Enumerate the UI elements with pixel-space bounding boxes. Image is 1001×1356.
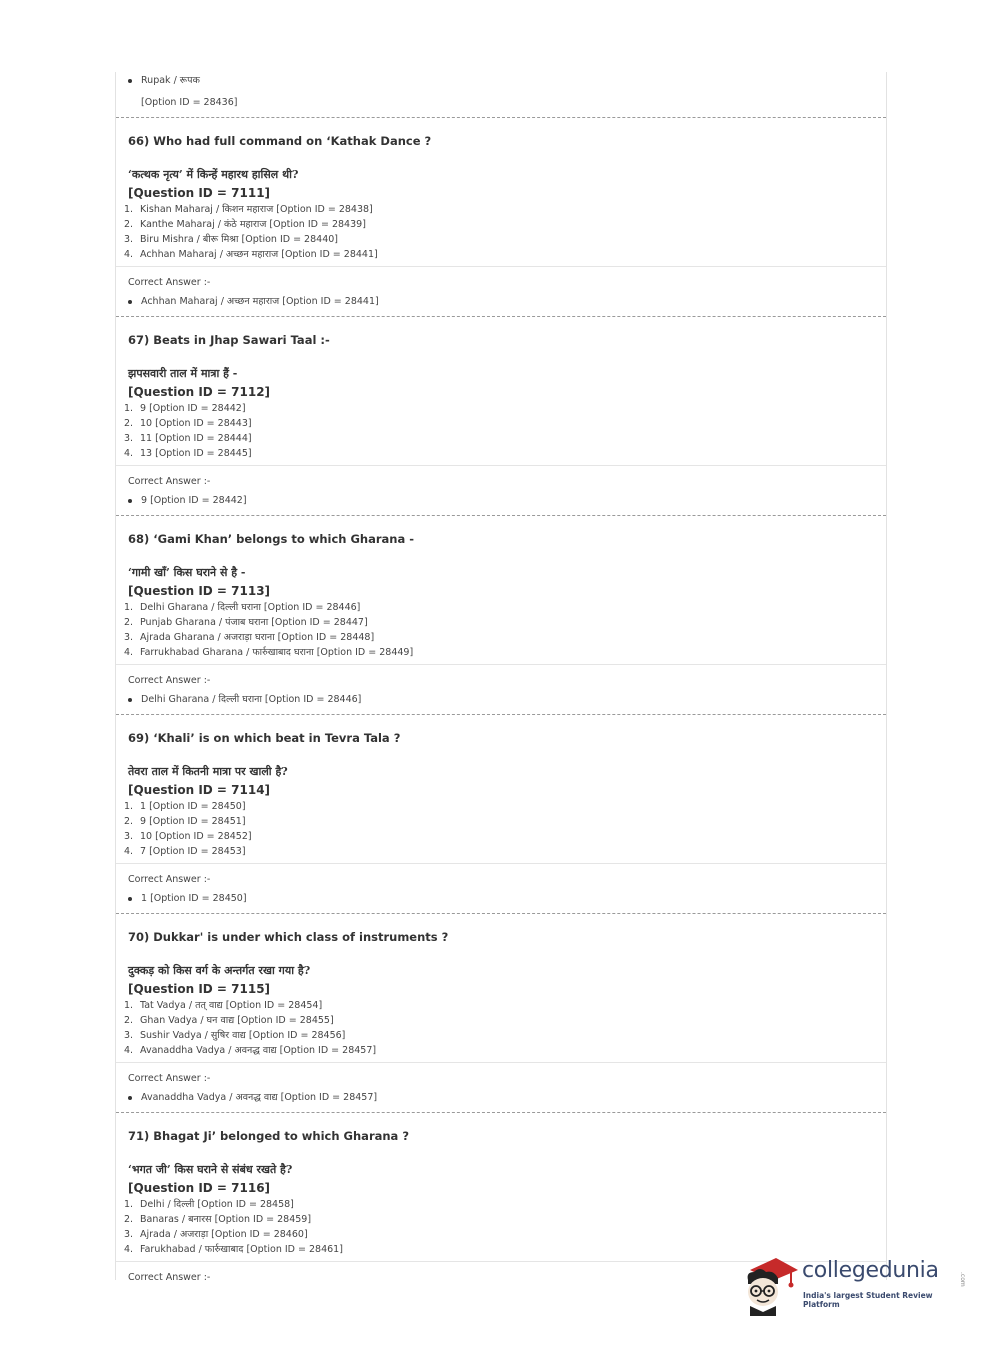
question-id: [Question ID = 7115] <box>128 982 271 996</box>
correct-answer-section <box>116 266 886 316</box>
option-number: 1. <box>124 801 134 812</box>
question-hindi: ‘कत्थक नृत्य’ में किन्हें महारथ हासिल थी? <box>128 168 299 181</box>
option-number: 3. <box>124 433 134 444</box>
option-text: Ghan Vadya / घन वाद्य [Option ID = 28455] <box>140 1015 334 1026</box>
option-text: Farrukhabad Gharana / फार्रुखाबाद घराना [Option ID = 28449] <box>140 647 414 658</box>
collegedunia-logo <box>740 1250 970 1320</box>
option-item <box>124 217 874 232</box>
correct-answer-text: Avanaddha Vadya / अवनद्ध वाद्य [Option ID = 28457] <box>141 1092 378 1103</box>
option-item <box>124 600 874 615</box>
correct-answer-section <box>116 465 886 515</box>
question-hindi: ‘भगत जी’ किस घराने से संबंध रखते है? <box>128 1163 293 1176</box>
option-text: Ajrada / अजराड़ा [Option ID = 28460] <box>140 1229 308 1240</box>
bullet-icon <box>128 499 132 503</box>
correct-answer-label: Correct Answer :- <box>128 1272 211 1283</box>
option-item <box>124 630 874 645</box>
option-text: Tat Vadya / तत् वाद्य [Option ID = 28454] <box>140 1000 323 1011</box>
correct-answer-section <box>116 664 886 714</box>
option-list <box>124 401 874 461</box>
option-number: 1. <box>124 1199 134 1210</box>
option-number: 3. <box>124 1030 134 1041</box>
option-text: 10 [Option ID = 28452] <box>140 831 252 842</box>
correct-answer-text: Delhi Gharana / दिल्ली घराना [Option ID = 28446] <box>141 694 362 705</box>
bullet-icon <box>128 1096 132 1100</box>
correct-answer-item <box>128 692 874 708</box>
logo-wordmark: collegedunia <box>802 1258 939 1283</box>
question-block <box>116 316 886 515</box>
option-number: 1. <box>124 602 134 613</box>
option-list <box>124 600 874 660</box>
option-item <box>124 844 874 859</box>
option-item <box>124 431 874 446</box>
option-text: Sushir Vadya / सुषिर वाद्य [Option ID = 28456] <box>140 1030 346 1041</box>
question-title: 68) ‘Gami Khan’ belongs to which Gharana - <box>128 532 415 546</box>
question-id: [Question ID = 7114] <box>128 783 271 797</box>
question-hindi: ‘गामी खाँ’ किस घराने से है - <box>128 566 246 579</box>
answer-text: Rupak / रूपक <box>141 75 200 86</box>
option-text: Delhi Gharana / दिल्ली घराना [Option ID = 28446] <box>140 602 361 613</box>
option-item <box>124 998 874 1013</box>
question-hindi: झपसवारी ताल में मात्रा हैं - <box>128 367 238 380</box>
correct-answer-text: 1 [Option ID = 28450] <box>141 893 247 904</box>
option-item <box>124 1013 874 1028</box>
option-list <box>124 998 874 1058</box>
correct-answer-label: Correct Answer :- <box>128 675 211 686</box>
option-text: 10 [Option ID = 28443] <box>140 418 252 429</box>
option-number: 1. <box>124 1000 134 1011</box>
bullet-icon <box>128 79 132 83</box>
option-item <box>124 829 874 844</box>
option-number: 3. <box>124 632 134 643</box>
option-text: Banaras / बनारस [Option ID = 28459] <box>140 1214 312 1225</box>
option-text: Delhi / दिल्ली [Option ID = 28458] <box>140 1199 294 1210</box>
option-text: Farukhabad / फार्रुखाबाद [Option ID = 28461] <box>140 1244 343 1255</box>
option-item <box>124 232 874 247</box>
correct-answer-text: 9 [Option ID = 28442] <box>141 495 247 506</box>
option-text: Kanthe Maharaj / कंठे महाराज [Option ID = 28439] <box>140 219 366 230</box>
option-list <box>124 799 874 859</box>
option-text: Achhan Maharaj / अच्छन महाराज [Option ID = 28441] <box>140 249 378 260</box>
option-number: 2. <box>124 418 134 429</box>
question-id: [Question ID = 7113] <box>128 584 271 598</box>
option-list <box>124 1197 874 1257</box>
previous-question-answer <box>116 73 886 111</box>
bullet-icon <box>128 300 132 304</box>
option-item <box>124 416 874 431</box>
option-text: 11 [Option ID = 28444] <box>140 433 252 444</box>
option-item <box>124 401 874 416</box>
question-title: 71) Bhagat Ji’ belonged to which Gharana ? <box>128 1129 409 1143</box>
option-item <box>124 1043 874 1058</box>
bullet-icon <box>128 897 132 901</box>
option-number: 2. <box>124 1015 134 1026</box>
option-text: Avanaddha Vadya / अवनद्ध वाद्य [Option ID = 28457] <box>140 1045 377 1056</box>
option-number: 4. <box>124 1244 134 1255</box>
option-item <box>124 202 874 217</box>
question-hindi: दुक्कड़ को किस वर्ग के अन्तर्गत रखा गया है? <box>128 964 311 977</box>
option-text: 9 [Option ID = 28442] <box>140 403 246 414</box>
question-hindi: तेवरा ताल में कितनी मात्रा पर खाली है? <box>128 765 288 778</box>
option-item <box>124 615 874 630</box>
option-number: 4. <box>124 647 134 658</box>
option-text: Punjab Gharana / पंजाब घराना [Option ID = 28447] <box>140 617 368 628</box>
option-item <box>124 1227 874 1242</box>
question-id: [Question ID = 7112] <box>128 385 271 399</box>
correct-answer-item <box>128 294 874 310</box>
correct-answer-item <box>128 493 874 509</box>
question-title: 66) Who had full command on ‘Kathak Dance ? <box>128 134 432 148</box>
option-text: Ajrada Gharana / अजराड़ा घराना [Option ID = 28448] <box>140 632 375 643</box>
option-number: 4. <box>124 249 134 260</box>
option-item <box>124 1212 874 1227</box>
option-text: 13 [Option ID = 28445] <box>140 448 252 459</box>
option-number: 2. <box>124 1214 134 1225</box>
question-block <box>116 913 886 1112</box>
question-block <box>116 515 886 714</box>
option-text: 1 [Option ID = 28450] <box>140 801 246 812</box>
question-block <box>116 714 886 913</box>
correct-answer-label: Correct Answer :- <box>128 1073 211 1084</box>
correct-answer-section <box>116 1062 886 1112</box>
option-number: 1. <box>124 204 134 215</box>
question-id: [Question ID = 7111] <box>128 186 271 200</box>
option-number: 4. <box>124 1045 134 1056</box>
option-item <box>124 799 874 814</box>
option-number: 3. <box>124 234 134 245</box>
option-id: [Option ID = 28436] <box>141 97 238 108</box>
option-text: Kishan Maharaj / किशन महाराज [Option ID = 28438] <box>140 204 373 215</box>
logo-tagline: India's largest Student Review Platform <box>803 1291 933 1309</box>
correct-answer-item <box>128 891 874 907</box>
correct-answer-label: Correct Answer :- <box>128 277 211 288</box>
correct-answer-label: Correct Answer :- <box>128 476 211 487</box>
option-number: 3. <box>124 831 134 842</box>
option-number: 1. <box>124 403 134 414</box>
option-item <box>124 1197 874 1212</box>
option-item <box>124 645 874 660</box>
question-id: [Question ID = 7116] <box>128 1181 271 1195</box>
option-item <box>124 446 874 461</box>
option-number: 2. <box>124 816 134 827</box>
option-list <box>124 202 874 262</box>
correct-answer-text: Achhan Maharaj / अच्छन महाराज [Option ID = 28441] <box>141 296 379 307</box>
option-text: 9 [Option ID = 28451] <box>140 816 246 827</box>
correct-answer-label: Correct Answer :- <box>128 874 211 885</box>
answer-item <box>128 73 874 89</box>
logo-suffix: .com <box>959 1272 966 1287</box>
bullet-icon <box>128 698 132 702</box>
option-item <box>124 1028 874 1043</box>
correct-answer-section <box>116 863 886 913</box>
question-list <box>116 117 886 1291</box>
option-item <box>124 814 874 829</box>
option-text: Biru Mishra / बीरू मिश्रा [Option ID = 28440] <box>140 234 338 245</box>
option-number: 3. <box>124 1229 134 1240</box>
option-text: 7 [Option ID = 28453] <box>140 846 246 857</box>
option-number: 4. <box>124 846 134 857</box>
mascot-icon <box>740 1250 802 1316</box>
question-title: 67) Beats in Jhap Sawari Taal :- <box>128 333 330 347</box>
question-title: 69) ‘Khali’ is on which beat in Tevra Tala ? <box>128 731 401 745</box>
option-item <box>124 247 874 262</box>
question-block <box>116 117 886 316</box>
question-paper <box>115 72 887 1283</box>
option-number: 4. <box>124 448 134 459</box>
option-number: 2. <box>124 617 134 628</box>
question-title: 70) Dukkar' is under which class of instruments ? <box>128 930 449 944</box>
correct-answer-item <box>128 1090 874 1106</box>
option-number: 2. <box>124 219 134 230</box>
